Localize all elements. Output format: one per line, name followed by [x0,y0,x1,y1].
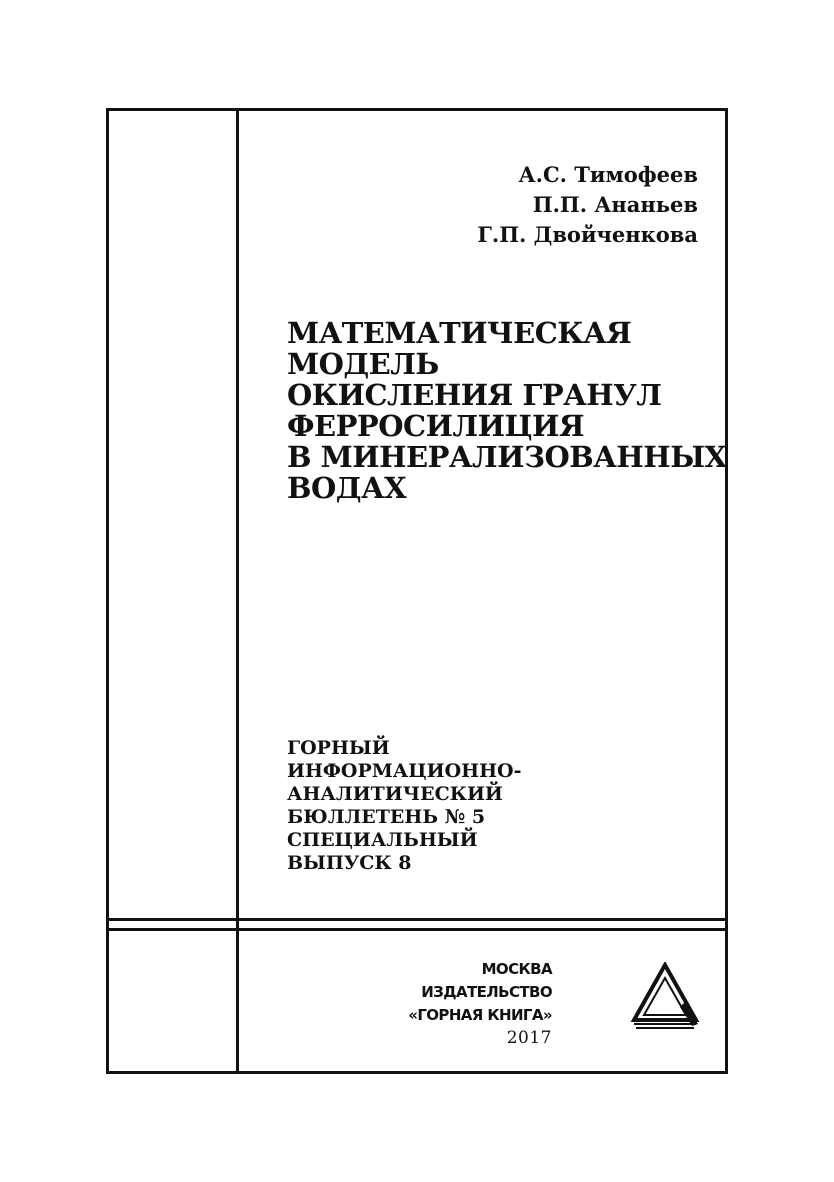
author-name: П.П. Ананьев [532,192,698,217]
publisher-triangle-logo-icon [630,962,700,1032]
series-line: ВЫПУСК 8 [287,852,412,874]
imprint-block [408,958,552,1050]
horizontal-rule-upper [106,918,728,921]
series-line: АНАЛИТИЧЕСКИЙ [287,783,503,805]
title-line: ВОДАХ [287,471,407,505]
series-block [287,737,521,875]
title-line: МОДЕЛЬ [287,347,439,381]
authors-block [477,160,698,250]
series-line: ГОРНЫЙ [287,737,390,759]
imprint-year: 2017 [506,1028,552,1048]
imprint-publisher-label: ИЗДАТЕЛЬСТВО [421,983,552,1001]
series-line: ИНФОРМАЦИОННО- [287,760,522,782]
author-name: Г.П. Двойченкова [477,222,698,247]
imprint-city: МОСКВА [481,960,552,978]
imprint-publisher-name: «ГОРНАЯ КНИГА» [408,1006,552,1024]
series-line: БЮЛЛЕТЕНЬ № 5 [287,806,486,828]
title-line: МАТЕМАТИЧЕСКАЯ [287,316,632,350]
title-line: В МИНЕРАЛИЗОВАННЫХ [287,440,727,474]
book-title [287,318,727,504]
title-line: ОКИСЛЕНИЯ ГРАНУЛ [287,378,662,412]
series-line: СПЕЦИАЛЬНЫЙ [287,829,478,851]
title-line: ФЕРРОСИЛИЦИЯ [287,409,585,443]
horizontal-rule-lower [106,928,728,931]
author-name: А.С. Тимофеев [518,162,698,187]
